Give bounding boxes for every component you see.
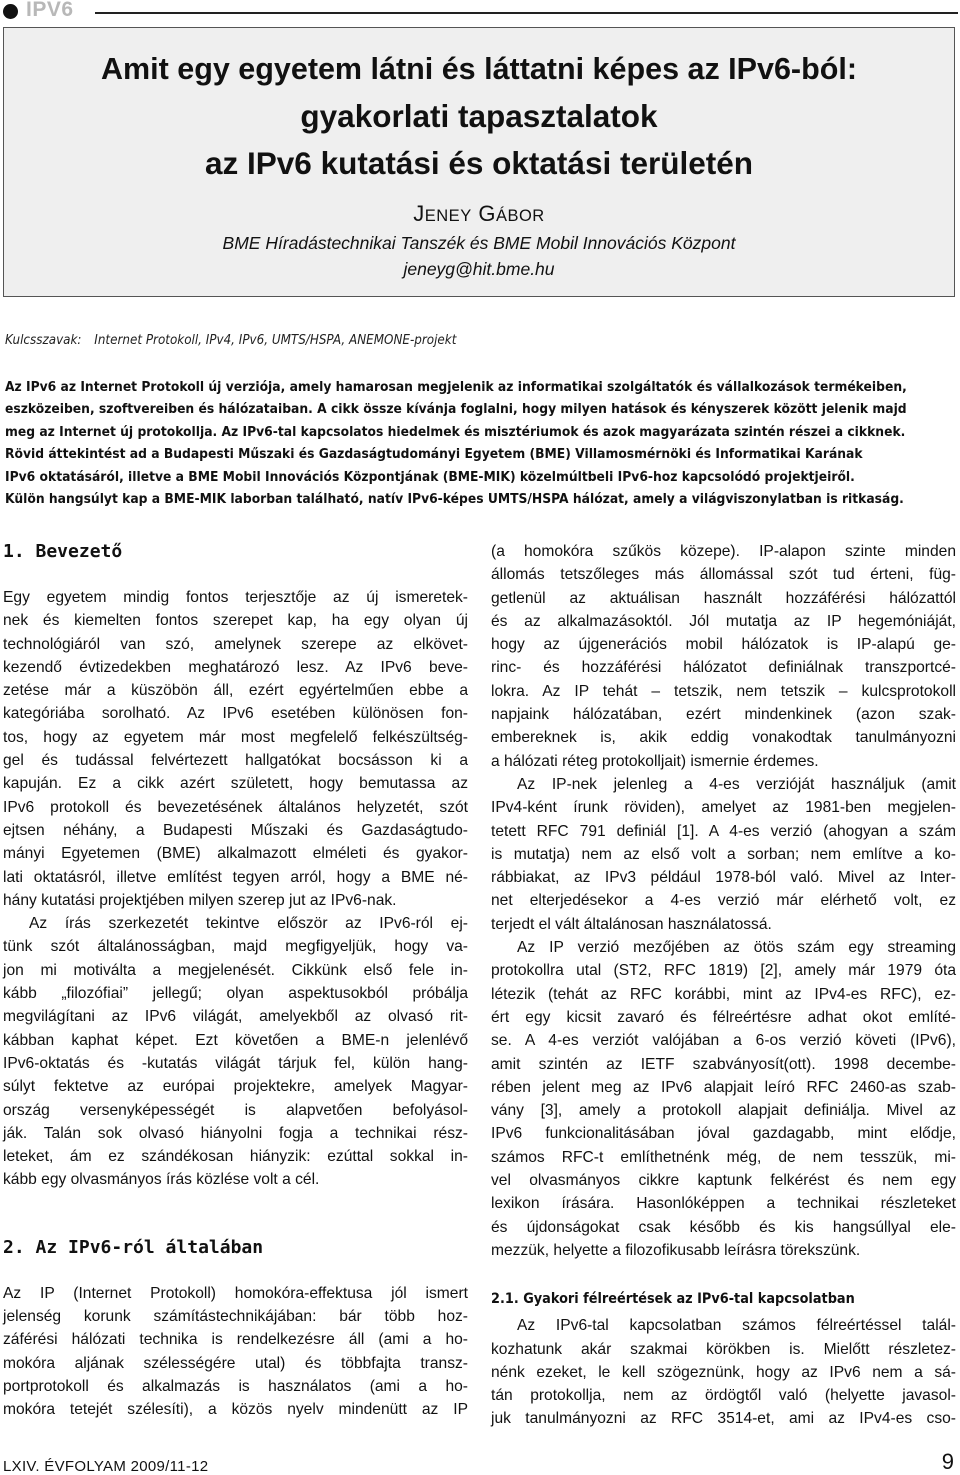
text-line: tán protokollja, nem az ördögtől való (helyette javasol- bbox=[491, 1387, 956, 1405]
text-line: leteket, ám ez szándékosan hiányzik: ezúttal sokkal in- bbox=[3, 1148, 468, 1166]
text-line: lati oktatásról, illetve említést tegyen arról, hogy a BME né- bbox=[3, 868, 468, 886]
text-line: megvilágítani az IPv6 világát, amelyekből az olvasó rit- bbox=[3, 1008, 468, 1026]
text-line: ország versenyképességét is alapvetően befolyásol- bbox=[3, 1101, 468, 1119]
text-line: napjaink hálózatában, ezért mindenkinek (azon szak- bbox=[491, 706, 956, 724]
paragraph-misconceptions bbox=[491, 1314, 956, 1430]
text-line: (a homokóra szűkös közepe). IP-alapon szinte minden bbox=[491, 543, 956, 560]
paragraph-version-field bbox=[491, 936, 956, 1262]
abstract-line: IPv6 oktatásáról, illetve a BME Mobil Innovációs Központjának (BME-MIK) közelmúltbeli IPv6-hoz kapcsolódó projektjeiről. bbox=[5, 469, 855, 485]
text-line: és az alkalmazásoktól. Jól mutatja az IP hegemóniáját, bbox=[491, 612, 956, 630]
text-line: Az IPv6-tal kapcsolatban számos félreértéssel talál- bbox=[517, 1317, 956, 1335]
section-header bbox=[0, 0, 960, 26]
text-line: jon mi motiválta a megjelenését. Cikkünk első fele in- bbox=[3, 961, 468, 979]
text-line: kább egy olvasmányos írás közlése volt a cél. bbox=[3, 1171, 320, 1189]
text-line: se. A 4-es verziót valójában a 6-os verzió követi (IPv6), bbox=[491, 1032, 956, 1050]
text-line: vel olvasmányos cikkre kaptunk felkérést és nem egy bbox=[491, 1172, 956, 1190]
text-line: kategóriába sorolható. Az IPv6 esetében különösen fon- bbox=[3, 705, 468, 723]
text-line: kábban kaphat képet. Ezt követően a BME-n jelenlévő bbox=[3, 1031, 468, 1049]
keywords-text: Internet Protokoll, IPv4, IPv6, UMTS/HSPA, ANEMONE-projekt bbox=[94, 333, 457, 348]
text-line: Az IP-nek jelenleg a 4-es verzióját használjuk (amit bbox=[517, 775, 956, 793]
abstract-line: meg az Internet új protokollja. Az IPv6-tal kapcsolatos hiedelmek és misztériumok és azok magyarázata szintén részei a cikknek. bbox=[5, 424, 906, 440]
abstract-line: eszközeiben, szoftvereiben és hálózataiban. A cikk össze kívánja foglalni, hogy milyen hatások és kényszerek között jelenik majd bbox=[5, 402, 907, 418]
article-title-line-3: az IPv6 kutatási és oktatási területén bbox=[205, 145, 753, 181]
keywords-label: Kulcsszavak: bbox=[5, 333, 82, 348]
author-name bbox=[4, 201, 954, 227]
text-line: lexikon írására. Hasonlóképpen a technikai részleteket bbox=[491, 1195, 956, 1213]
text-line: állomás tetszőleges más állomással szót tud érteni, füg- bbox=[491, 566, 956, 584]
text-line: Az IP (Internet Protokoll) homokóra-effektusa jól ismert bbox=[3, 1284, 468, 1302]
text-line: mezzük, helyette a filozofikusabb leírásra törekszünk. bbox=[491, 1241, 861, 1259]
heading-ipv6-general: 2. Az IPv6-ról általában bbox=[3, 1236, 264, 1258]
text-line: vány [3], amely a protokoll alapjait definiálja. Mivel az bbox=[491, 1102, 956, 1120]
abstract bbox=[5, 377, 951, 511]
abstract-line: Rövid áttekintést ad a Budapesti Műszaki és Gazdaságtudományi Egyetem (BME) Villamosmérnöki és Informatikai Karának bbox=[5, 447, 863, 463]
text-line: protokollra utal (ST2, RFC 1819) [2], amely már 1979 óta bbox=[491, 962, 956, 980]
text-line: kozhatunk akár szakmai körökben is. Mielőtt részletez- bbox=[491, 1340, 956, 1358]
text-line: nénk ezeket, le kell szögeznünk, hogy az IPv6 nem a sá- bbox=[491, 1363, 956, 1381]
text-line: ért egy kicsit zavaró és félreértésre adhat okot említé- bbox=[491, 1008, 956, 1026]
text-line: technológiáról van szó, amelynek szerepe az elkövet- bbox=[3, 635, 468, 653]
text-line: portprotokoll és alkalmazás is használatos (ami a ho- bbox=[3, 1377, 468, 1395]
title-box bbox=[3, 27, 955, 297]
paragraph-ipv6-general bbox=[3, 1282, 468, 1422]
text-line: terjedt el vált általánosan használatossá. bbox=[491, 915, 772, 933]
text-line: Egy egyetem mindig fontos terjesztője az új ismeretek- bbox=[3, 589, 468, 606]
keywords bbox=[5, 333, 870, 348]
paragraph-intro-2 bbox=[3, 912, 468, 1192]
text-line: zetése már a küszöbön áll, ezért egyértelműen ebbe a bbox=[3, 682, 468, 700]
text-line: IPv6 protokoll és bevezetésének általános helyzetét, szót bbox=[3, 798, 468, 816]
header-rule bbox=[95, 12, 958, 14]
footer-issue: LXIV. ÉVFOLYAM 2009/11-12 bbox=[3, 1458, 209, 1475]
text-line: ejtsen néhány, a Budapesti Műszaki és Gazdaságtudo- bbox=[3, 821, 468, 839]
text-line: hogy az újgenerációs mobil hálózatok is IP-alapú ge- bbox=[491, 636, 956, 654]
text-line: is mutatja) nem az első volt a sorban; nem említve a ko- bbox=[491, 845, 956, 863]
text-line: záférési hálózati technika is rendelkezésre áll (ami a ho- bbox=[3, 1331, 468, 1349]
text-line: és újdonságokat csak később és kis hangsúllyal ele- bbox=[491, 1218, 956, 1236]
text-line: súlyt fektetve az európai projektekre, amelyek Magyar- bbox=[3, 1078, 468, 1096]
right-column bbox=[491, 540, 956, 1431]
bullet-dot-icon bbox=[3, 4, 18, 19]
heading-introduction: 1. Bevezető bbox=[3, 541, 123, 562]
text-line: rében jelent meg az IPv6 alapjait leíró RFC 2460-as szab- bbox=[491, 1078, 956, 1096]
article-title-line-2: gyakorlati tapasztalatok bbox=[300, 98, 658, 134]
paragraph-hourglass bbox=[491, 540, 956, 773]
text-line: jelenség korunk számítástechnikájában: bár több hoz- bbox=[3, 1308, 468, 1326]
text-line: Az IP verzió mezőjében az ötös szám egy streaming bbox=[517, 939, 956, 957]
text-line: rábbiakat, az IPv3 például 1978-ból való. Mivel az Inter- bbox=[491, 869, 956, 887]
text-line: amit szintén az IETF szabványosít(ott). 1998 decembe- bbox=[491, 1055, 956, 1073]
text-line: ják. Talán sok olvasó hiányolni fogja a technikai rész- bbox=[3, 1124, 468, 1142]
text-line: tünk szót általánosságban, majd megfigyeljük, hogy va- bbox=[3, 938, 468, 956]
text-line: tos, hogy az egyetem már most megfelelő felkészültség- bbox=[3, 728, 468, 746]
text-line: tetett RFC 791 definiál [1]. A 4-es verzió (ahogyan a szám bbox=[491, 822, 956, 840]
text-line: mányi Egyetemen (BME) alkalmazott elméleti és gyakor- bbox=[3, 845, 468, 863]
text-line: kezendő évtizedekben meghatározó lesz. Az IPv6 beve- bbox=[3, 658, 468, 676]
author-last-rest: ÁBOR bbox=[495, 207, 545, 225]
text-line: hány kutatási projektjében milyen szerep jut az IPv6-nak. bbox=[3, 891, 397, 909]
text-line: gel és tudással felvértezett hallgatókat bocsásson ki a bbox=[3, 752, 468, 770]
text-line: IPv6-oktatás és -kutatás világát tárjuk fel, külön hang- bbox=[3, 1054, 468, 1072]
text-line: létezik (tehát az RFC korábbi, mint az IPv4-es RFC), ez- bbox=[491, 985, 956, 1003]
text-line: IPv4-ként írunk röviden), amelyet az 1981-ben megjelen- bbox=[491, 799, 956, 817]
text-line: Az írás szerkezetét tekintve először az IPv6-ról ej- bbox=[29, 915, 468, 933]
author-first-rest: ENEY bbox=[424, 207, 472, 225]
text-line: mokóra tetejét szélesíti), a közös nyelv mindenütt az IP bbox=[3, 1401, 468, 1419]
text-line: IPv6 funkcionalitásában jóval gazdagabb, mint elődje, bbox=[491, 1125, 956, 1143]
left-column bbox=[3, 540, 468, 1422]
author-affiliation: BME Híradástechnikai Tanszék és BME Mobil Innovációs Központ bbox=[222, 233, 736, 253]
text-line: lokra. Az IP tehát – tetszik, nem tetszik – kulcsprotokoll bbox=[491, 682, 956, 700]
paragraph-ipv4 bbox=[491, 773, 956, 936]
page-number: 9 bbox=[941, 1449, 954, 1474]
text-line: számos RFC-t említhetnénk még, de nem tesszük, mi- bbox=[491, 1148, 956, 1166]
author-email: jeneyg@hit.bme.hu bbox=[403, 259, 555, 279]
author-last-initial: G bbox=[478, 201, 496, 226]
subheading-misconceptions: 2.1. Gyakori félreértések az IPv6-tal kapcsolatban bbox=[491, 1291, 855, 1308]
article-title-line-1: Amit egy egyetem látni és láttatni képes az IPv6-ból: bbox=[101, 52, 857, 86]
paragraph-intro-1 bbox=[3, 586, 468, 912]
abstract-line: Az IPv6 az Internet Protokoll új verziója, amely hamarosan megjelenik az informatikai szolgáltatók és vállalkozások termékeiben, bbox=[5, 380, 907, 395]
text-line: embereknek is, akik eddig vonakodtak tanulmányozni bbox=[491, 729, 956, 747]
text-line: a hálózati réteg protokolljait) ismernie érdemes. bbox=[491, 752, 819, 770]
text-line: juk tanulmányozni az RFC 3514-et, ami az IPv4-es cso- bbox=[491, 1410, 956, 1428]
text-line: nek és kiemelten fontos szerepet kap, ha egy olyan új bbox=[3, 612, 468, 630]
abstract-line: Külön hangsúlyt kap a BME-MIK laborban található, natív IPv6-képes UMTS/HSPA hálózat, amely a világviszonylatban is ritkaság. bbox=[5, 492, 904, 508]
text-line: kább „filozófiai” jellegű; olyan aspektusokból próbálja bbox=[3, 985, 468, 1003]
text-line: rinc- és hozzáférési hálózatot definiálnak transzportcé- bbox=[491, 659, 956, 677]
text-line: mokóra aljának szélességére utal) és többfajta transz- bbox=[3, 1354, 468, 1372]
text-line: kapuján. Ez a cikk azért született, hogy bemutassa az bbox=[3, 775, 468, 793]
author-first-initial: J bbox=[413, 201, 425, 226]
section-tag: IPV6 bbox=[26, 0, 74, 21]
text-line: net elterjedésekor a 4-es verzió már elérhető volt, ez bbox=[491, 892, 956, 910]
text-line: getlenül az aktuálisan használt hozzáférési hálózattól bbox=[491, 589, 956, 607]
